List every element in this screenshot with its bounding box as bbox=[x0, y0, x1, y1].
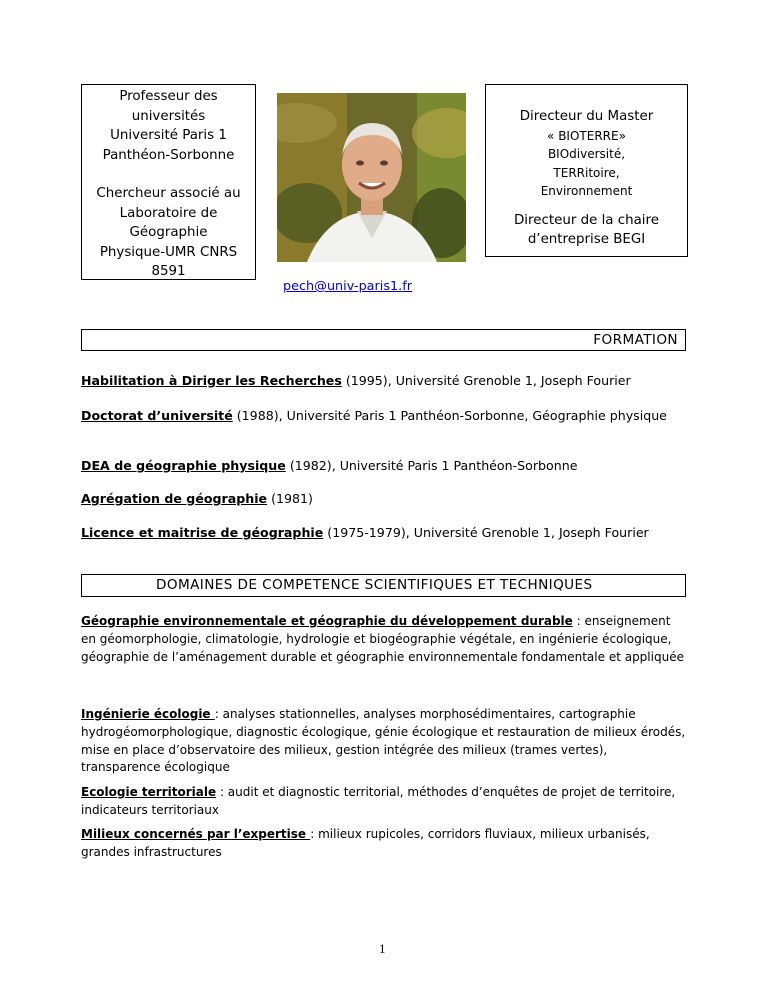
degree-detail: (1982), Université Paris 1 Panthéon-Sorbonne bbox=[285, 458, 578, 473]
research-line: Géographie bbox=[129, 225, 208, 240]
affiliation-box bbox=[81, 84, 256, 280]
formation-entry bbox=[81, 490, 687, 507]
degree-detail: (1981) bbox=[267, 491, 313, 506]
master-director-box bbox=[485, 84, 688, 257]
degree-name: Habilitation à Diriger les Recherches bbox=[81, 373, 342, 388]
master-program: « BIOTERRE» bbox=[547, 128, 626, 143]
competence-text: : analyses stationnelles, analyses morphosédimentaires, cartographie hydrogéomorphologique, diagnostic écologique, génie écologique et restauration de milieux érodés, mise en place d’observatoire des milieux, gestion intégrée des milieux (trames vertes), transparence écologique bbox=[81, 707, 686, 775]
research-line: 8591 bbox=[151, 264, 186, 279]
degree-detail: (1975-1979), Université Grenoble 1, Joseph Fourier bbox=[323, 525, 649, 540]
degree-name: Licence et maitrise de géographie bbox=[81, 525, 324, 540]
chair-line: Directeur de la chaire bbox=[514, 212, 659, 228]
affiliation-line: universités bbox=[131, 108, 206, 124]
degree-name: DEA de géographie physique bbox=[81, 458, 286, 473]
master-line: Environnement bbox=[540, 184, 633, 198]
research-line: Physique-UMR CNRS bbox=[99, 244, 238, 260]
formation-entry bbox=[81, 457, 687, 474]
domaines-section-header bbox=[81, 574, 686, 597]
degree-name: Doctorat d’université bbox=[81, 408, 233, 423]
master-title: Directeur du Master bbox=[519, 109, 654, 124]
competence-paragraph bbox=[81, 613, 687, 666]
formation-entry bbox=[81, 524, 687, 541]
formation-title: FORMATION bbox=[593, 332, 678, 348]
domaines-title: DOMAINES DE COMPETENCE SCIENTIFIQUES ET TECHNIQUES bbox=[156, 577, 593, 593]
affiliation-line: Professeur des bbox=[119, 89, 218, 104]
competence-heading: Ingénierie écologie bbox=[81, 707, 215, 721]
formation-entry bbox=[81, 372, 687, 389]
competence-paragraph bbox=[81, 826, 687, 862]
competence-paragraph bbox=[81, 784, 687, 820]
degree-detail: (1995), Université Grenoble 1, Joseph Fourier bbox=[341, 373, 631, 388]
competence-text: : audit et diagnostic territorial, méthodes d’enquêtes de projet de territoire, indicateurs territoriaux bbox=[81, 785, 676, 817]
degree-name: Agrégation de géographie bbox=[81, 491, 268, 506]
research-line: Chercheur associé au bbox=[96, 186, 241, 201]
competence-heading: Géographie environnementale et géographie du développement durable bbox=[81, 614, 573, 628]
formation-section-header bbox=[81, 329, 686, 351]
portrait-photo bbox=[277, 93, 466, 262]
competence-text: : milieux rupicoles, corridors fluviaux, milieux urbanisés, grandes infrastructures bbox=[81, 827, 650, 859]
chair-line: d’entreprise BEGI bbox=[527, 232, 646, 247]
formation-entry bbox=[81, 407, 687, 424]
page-number: 1 bbox=[379, 941, 386, 956]
competence-paragraph bbox=[81, 706, 687, 777]
competence-text: : enseignement en géomorphologie, climatologie, hydrologie et biogéographie végétale, en ingénierie écologique, géographie de l’aménagement durable et géographie environnementale fondamentale et appliquée bbox=[81, 614, 684, 664]
competence-heading: Ecologie territoriale bbox=[81, 785, 217, 799]
competence-heading: Milieux concernés par l’expertise bbox=[81, 827, 311, 841]
master-line: TERRitoire, bbox=[553, 165, 620, 180]
research-line: Laboratoire de bbox=[119, 205, 218, 221]
degree-detail: (1988), Université Paris 1 Panthéon-Sorbonne, Géographie physique bbox=[232, 408, 667, 423]
affiliation-line: Panthéon-Sorbonne bbox=[102, 147, 235, 163]
email-link[interactable]: pech@univ-paris1.fr bbox=[283, 279, 412, 294]
affiliation-line: Université Paris 1 bbox=[110, 128, 227, 143]
master-line: BIOdiversité, bbox=[547, 147, 626, 161]
